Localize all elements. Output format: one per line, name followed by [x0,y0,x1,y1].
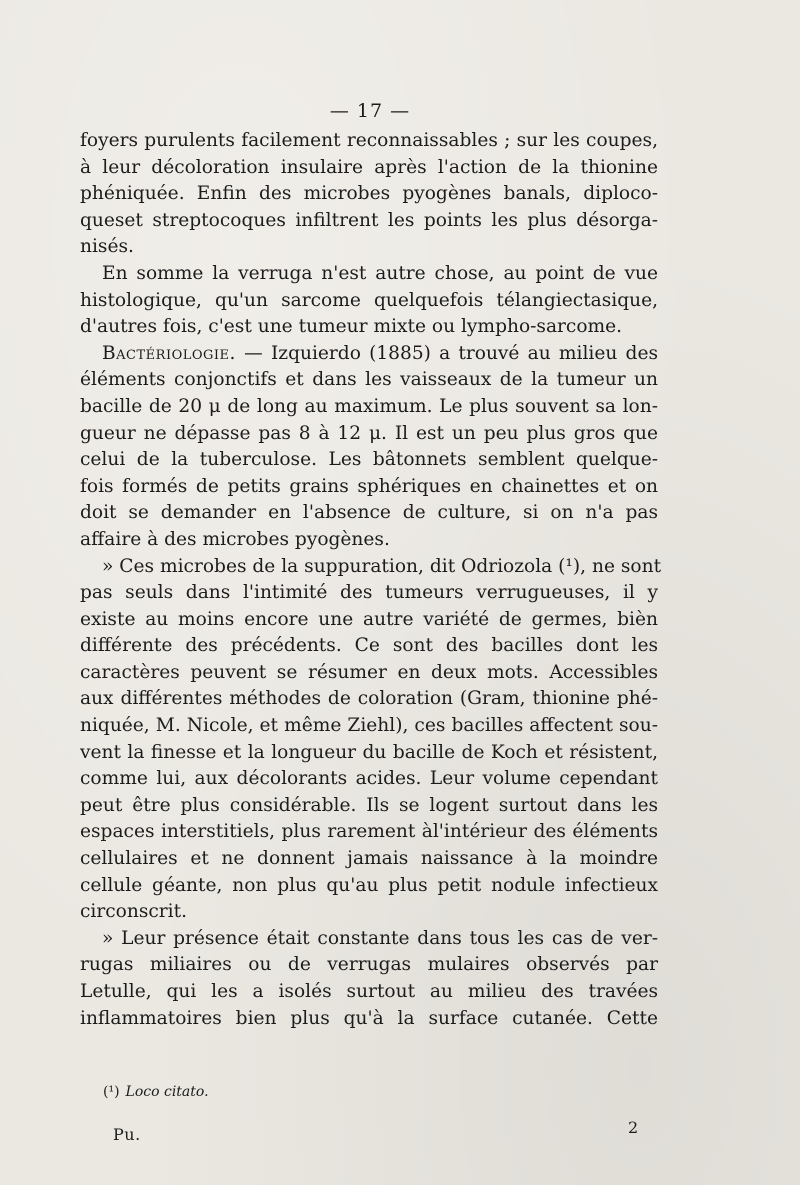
text-line: niquée, M. Nicole, et même Ziehl), ces bacilles affectent sou- [80,715,658,737]
text-line: inflammatoires bien plus qu'à la surface cutanée. Cette [80,1007,658,1029]
text-line: éléments conjonctifs et dans les vaisseaux de la tumeur un [80,369,658,391]
text-line: » Ces microbes de la suppuration, dit Odriozola (¹), ne sont [102,555,662,577]
text-line: cellule géante, non plus qu'au plus petit nodule infectieux [80,874,658,896]
section-heading: Bactériologie. [102,342,236,364]
text-line: espaces interstitiels, plus rarement àl'intérieur des éléments [80,821,658,843]
text-line: différente des précédents. Ce sont des bacilles dont les [80,635,658,657]
body-text [80,128,662,1032]
text-line: foyers purulents facilement reconnaissables ; sur les coupes, [80,130,658,151]
text-line: peut être plus considérable. Ils se logent surtout dans les [80,794,658,816]
text-line: circonscrit. [80,901,188,923]
text-line: phéniquée. Enfin des microbes pyogènes banals, diploco- [80,183,658,205]
text-line: à leur décoloration insulaire après l'action de la thionine [80,156,658,178]
footnote-marker: (¹) [103,1084,120,1100]
text-line: existe au moins encore une autre variété de germes, bièn [80,608,658,630]
text-line: queset streptocoques infiltrent les points les plus désorga- [80,209,658,231]
sheet-number: 2 [628,1118,639,1137]
text-line: cellulaires et ne donnent jamais naissance à la moindre [80,848,658,870]
text-line: rugas miliaires ou de verrugas mulaires observés par [80,954,658,976]
text-line: d'autres fois, c'est une tumeur mixte ou lympho-sarcome. [80,316,623,338]
text-line: comme lui, aux décolorants acides. Leur volume cependant [80,768,658,790]
page-number: — 17 — [329,100,411,122]
text-line: caractères peuvent se résumer en deux mots. Accessibles [80,661,658,683]
text-fragment: — Izquierdo (1885) a trouvé au milieu des [235,342,658,364]
text-line: aux différentes méthodes de coloration (Gram, thionine phé- [80,688,658,710]
text-line: nisés. [80,236,134,258]
text-line: pas seuls dans l'intimité des tumeurs verrugueuses, il y [80,582,658,604]
section-line [80,341,658,368]
text-line: bacille de 20 μ de long au maximum. Le plus souvent sa lon- [80,395,658,417]
text-line: » Leur présence était constante dans tous les cas de ver- [102,927,658,949]
text-line: fois formés de petits grains sphériques en chainettes et on [80,475,658,497]
text-line: doit se demander en l'absence de culture, si on n'a pas [80,502,658,524]
text-line: En somme la verruga n'est autre chose, au point de vue [102,262,658,284]
text-line: gueur ne dépasse pas 8 à 12 μ. Il est un peu plus gros que [80,422,658,444]
text-line: affaire à des microbes pyogènes. [80,528,390,550]
footnote-text: Loco citato. [125,1084,209,1100]
text-line: Letulle, qui les a isolés surtout au milieu des travées [80,981,658,1002]
text-line: celui de la tuberculose. Les bâtonnets semblent quelque- [80,449,658,471]
text-line: vent la finesse et la longueur du bacille de Koch et résistent, [80,741,658,763]
text-line: histologique, qu'un sarcome quelquefois télangiectasique, [80,289,658,311]
footnote [103,1084,209,1100]
signature-mark: Pu. [113,1125,141,1144]
